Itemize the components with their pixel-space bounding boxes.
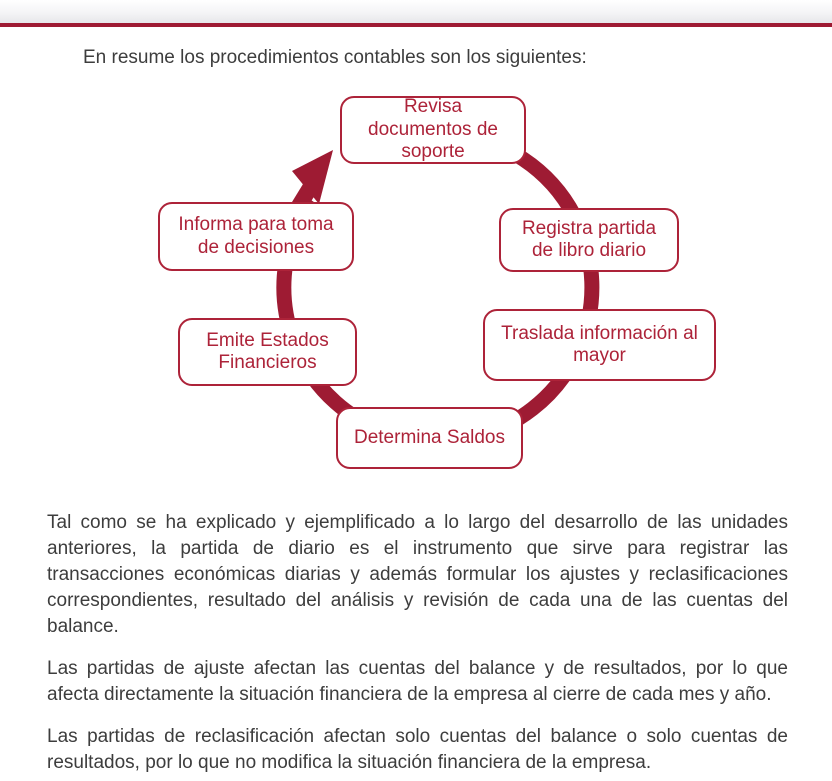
cycle-node-informa-toma: Informa para toma de decisiones [158,202,354,271]
accounting-cycle-diagram [0,82,832,484]
paragraph-partida-diario: Tal como se ha explicado y ejemplificado a lo largo del desarrollo de las unidades anteriores, la partida de diario es el instrumento que sirve para registrar las transacciones económicas diarias y además formular los ajustes y reclasificaciones correspondientes, resultado del análisis y revisión de cada una de las cuentas del balance. [47,512,788,637]
page-top-rule [0,23,832,27]
cycle-arc [284,133,592,441]
cycle-node-determina-saldos: Determina Saldos [336,407,523,469]
cycle-node-revisa-documentos: Revisa documentos de soporte [340,96,526,164]
paragraph-partidas-reclasificacion: Las partidas de reclasificación afectan solo cuentas del balance o solo cuentas de resultados, por lo que no modifica la situación financiera de la empresa. [47,726,788,773]
body-text-section [47,510,788,776]
intro-text: En resume los procedimientos contables son los siguientes: [83,47,587,68]
page-top-gradient [0,0,832,23]
cycle-node-emite-estados: Emite Estados Financieros [178,318,357,386]
cycle-node-registra-partida: Registra partida de libro diario [499,208,679,272]
cycle-node-traslada-informacion: Traslada información al mayor [483,309,716,381]
paragraph-partidas-ajuste: Las partidas de ajuste afectan las cuentas del balance y de resultados, por lo que afecta directamente la situación financiera de la empresa al cierre de cada mes y año. [47,658,788,705]
